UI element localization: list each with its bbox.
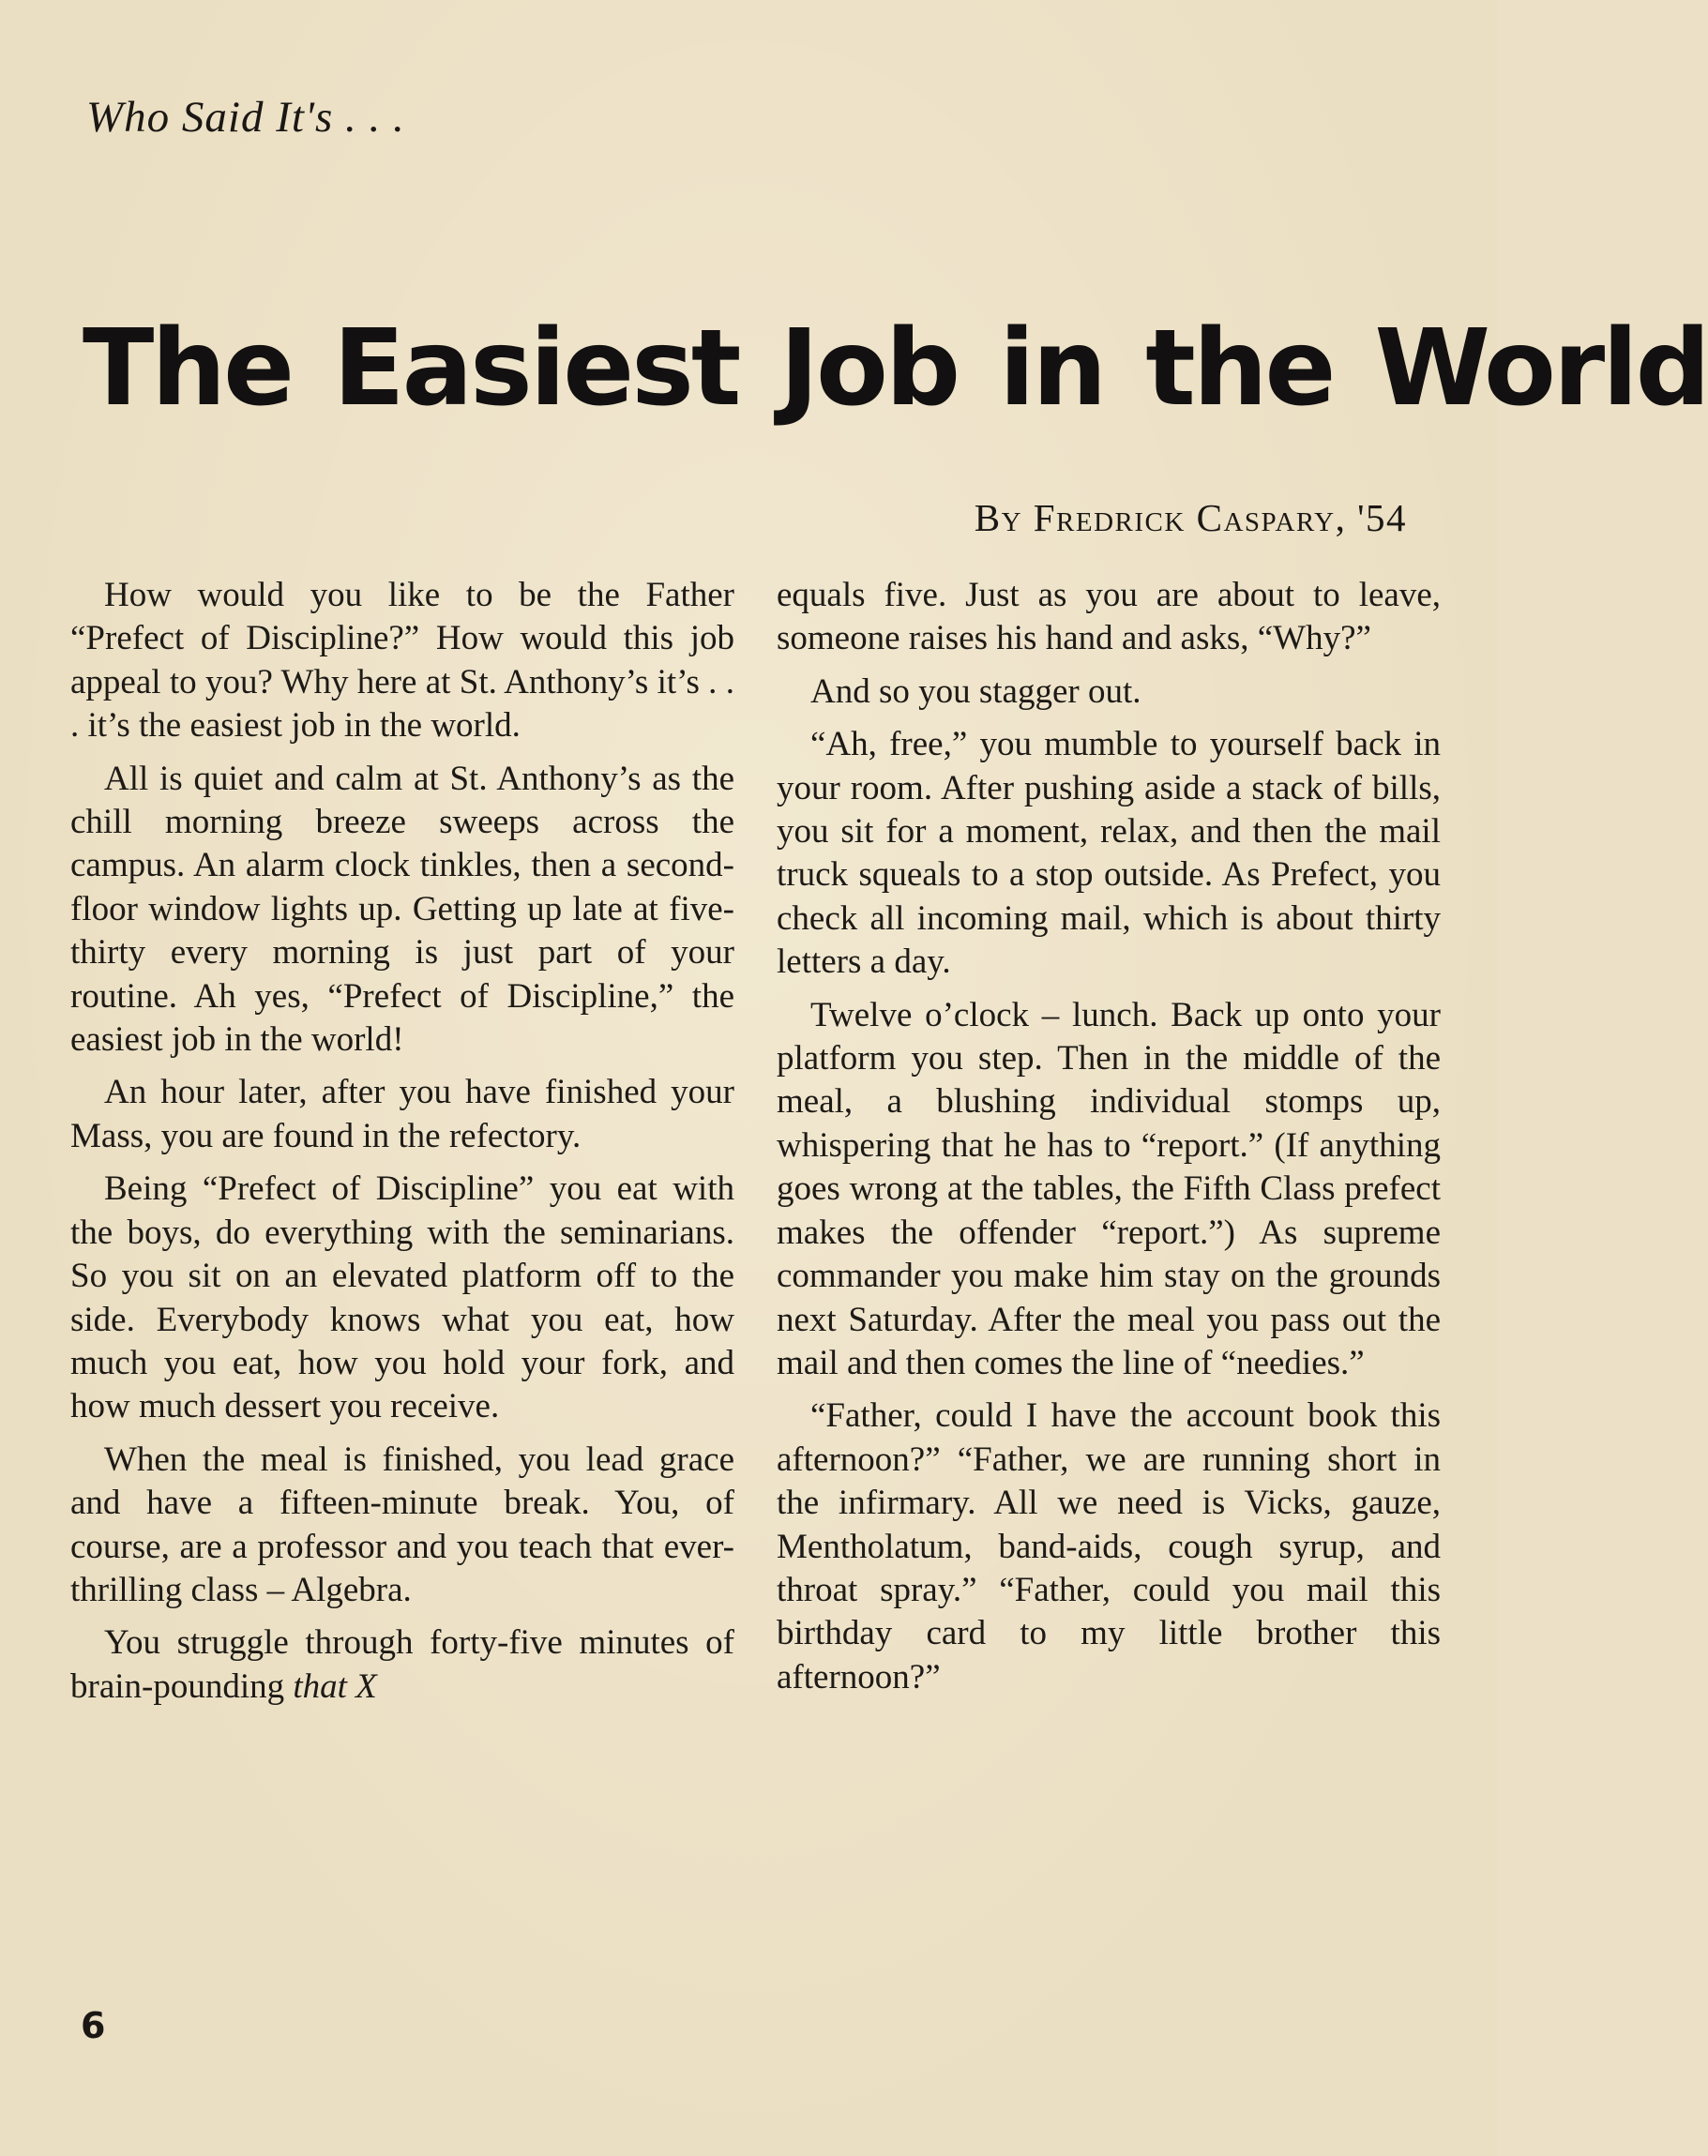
paragraph: All is quiet and calm at St. Anthony’s as the chill morning breeze sweeps across the campus. An alarm clock tinkles, then a second-floor window lights up. Getting up late at five-thirty every morning is just part of your routine. Ah yes, “Prefect of Discipline,” the easiest job in the world!	[70, 759, 734, 1060]
paragraph	[70, 1621, 734, 1709]
paragraph: And so you stagger out.	[810, 671, 1141, 711]
paragraph: “Ah, free,” you mumble to yourself back in your room. After pushing aside a stack of bills, you sit for a moment, relax, and then the mail truck squeals to a stop outside. As Prefect, you check all incoming mail, which is about thirty letters a day.	[777, 725, 1441, 982]
paragraph-text: You struggle through forty-five minutes of brain-pounding	[70, 1623, 734, 1706]
paragraph: Twelve o’clock – lunch. Back up onto your platform you step. Then in the middle of the meal, a blushing individual stomps up, whispering that he has to “report.” (If anything goes wrong at the tables, the Fifth Class prefect makes the offender “report.”) As supreme commander you make him stay on the grounds next Saturday. After the meal you pass out the mail and then comes the line of “needies.”	[777, 995, 1441, 1382]
paragraph: An hour later, after you have finished your Mass, you are found in the refectory.	[70, 1073, 734, 1155]
right-column	[777, 574, 1441, 1709]
left-column	[70, 574, 734, 1718]
byline: By Fredrick Caspary, '54	[974, 496, 1407, 539]
paragraph: Being “Prefect of Discipline” you eat with the boys, do everything with the seminarians. So you sit on an elevated platform off to the side. Everybody knows what you eat, how much you eat, how you hold your fork, and how much dessert you receive.	[70, 1169, 734, 1426]
page-number: 6	[81, 2005, 106, 2046]
kicker: Who Said It's . . .	[86, 93, 405, 142]
article-title: The Easiest Job in the World	[83, 308, 1708, 430]
paragraph-italic-text: that X	[293, 1666, 377, 1706]
paragraph: equals five. Just as you are about to leave, someone raises his hand and asks, “Why?”	[777, 576, 1441, 658]
paragraph: How would you like to be the Father “Prefect of Discipline?” How would this job appeal to you? Why here at St. Anthony’s it’s . . . it’s the easiest job in the world.	[70, 576, 734, 746]
paragraph: When the meal is finished, you lead grace and have a fifteen-minute break. You, of course, are a professor and you teach that ever-thrilling class – Algebra.	[70, 1440, 734, 1609]
paragraph: “Father, could I have the account book this afternoon?” “Father, we are running short in the infirmary. All we need is Vicks, gauze, Mentholatum, band-aids, cough syrup, and throat spray.” “Father, could you mail this birthday card to my little brother this afternoon?”	[777, 1396, 1441, 1696]
